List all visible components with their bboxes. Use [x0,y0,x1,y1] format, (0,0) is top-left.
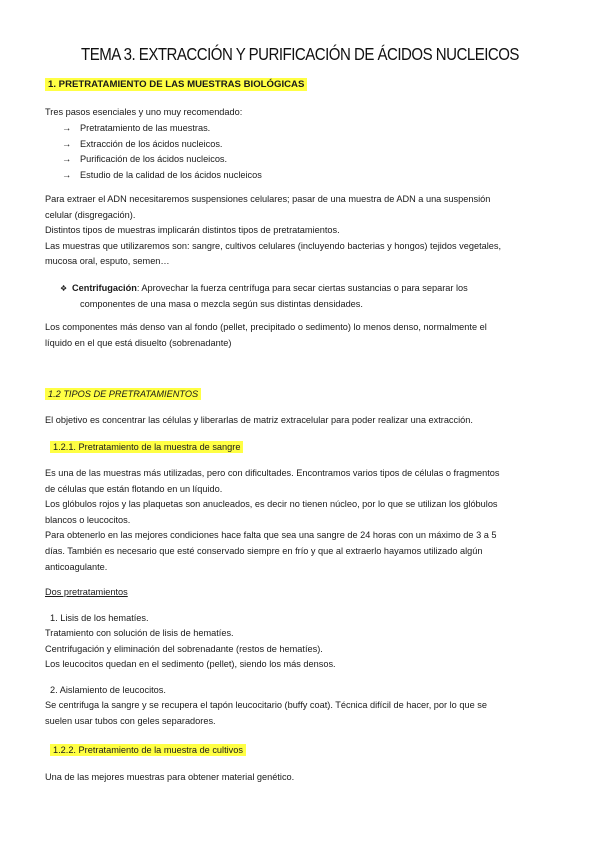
list-item: → Purificación de los ácidos nucleicos. [62,152,262,168]
section-1-2-heading: 1.2 TIPOS DE PRETRATAMIENTOS [45,388,201,400]
item-1-title: 1. Lisis de los hematíes. [50,613,149,623]
item-1-body: Tratamiento con solución de lisis de hematíes. Centrifugación y eliminación del sobrenadante (restos de hematíes). Los leucocitos quedan en el sedimento (pellet), siendo los más densos. [45,628,336,670]
list-item: → Extracción de los ácidos nucleicos. [62,137,262,153]
section-1-2-2-heading-block [50,743,562,759]
section-1-2-1-heading: 1.2.1. Pretratamiento de la muestra de sangre [50,441,243,453]
steps-list [62,121,262,183]
section-1-heading: 1. PRETRATAMIENTO DE LAS MUESTRAS BIOLÓGICAS [45,78,307,91]
list-item: → Pretratamiento de las muestras. [62,121,262,137]
item-2-title: 2. Aislamiento de leucocitos. [50,685,166,695]
document-title: TEMA 3. EXTRACCIÓN Y PURIFICACIÓN DE ÁCIDOS NUCLEICOS [81,44,519,64]
list-item: → Estudio de la calidad de los ácidos nucleicos [62,168,262,184]
paragraph-muestras: Para extraer el ADN necesitaremos suspensiones celulares; pasar de una muestra de ADN a una suspensión celular (disgregación). Distintos tipos de muestras implicarán distintos tipos de pretratamientos. Las muestras que utilizaremos son: sangre, cultivos celulares (incluyendo bacterias y hongos) tejidos vegetales, mucosa oral, esputo, semen… [45,194,502,267]
arrow-icon: → [62,169,72,180]
diamond-bullet-icon: ❖ [60,284,68,293]
section-1-2-1-heading-block [50,440,562,456]
section-1-intro: Tres pasos esenciales y uno muy recomendado: [45,107,243,117]
section-1-heading-block [45,77,557,93]
bullet-centrifugacion: ❖ Centrifugación: Aprovechar la fuerza centrífuga para secar ciertas sustancias o para separar los componentes de una masa o mezcla según sus distintas densidades. [60,283,468,309]
section-1-2-heading-block [45,387,557,403]
section-1-2-2-heading: 1.2.2. Pretratamiento de la muestra de cultivos [50,744,246,756]
arrow-icon: → [62,138,72,149]
arrow-icon: → [62,154,72,165]
paragraph-sangre: Es una de las muestras más utilizadas, pero con dificultades. Encontramos varios tipos de células o fragmentos de células que están flotando en un líquido. Los glóbulos rojos y las plaquetas son anucleados, es decir no tienen núcleo, por lo que se utilizan los glóbulos blancos o leucocitos. Para obtenerlo en las mejores condiciones hace falta que sea una sangre de 24 horas con un máximo de 3 a 5 días. También es necesario que esté conservado siempre en frío y que al extraerlo hayamos utilizado algún anticoagulante. [45,468,500,572]
paragraph-cultivos: Una de las mejores muestras para obtener material genético. [45,772,295,782]
arrow-icon: → [62,123,72,133]
dos-pretratamientos-heading: Dos pretratamientos [45,587,128,597]
section-1-2-intro: El objetivo es concentrar las células y liberarlas de matriz extracelular para poder realizar una extracción. [45,415,473,425]
bullet-term: Centrifugación [72,283,137,293]
item-2-body: Se centrifuga la sangre y se recupera el tapón leucocitario (buffy coat). Técnica difícil de hacer, por lo que se suelen usar tubos con geles separadores. [45,700,487,726]
paragraph-componentes: Los componentes más denso van al fondo (pellet, precipitado o sedimento) lo menos denso, normalmente el líquido en el que está disuelto (sobrenadante) [45,322,487,348]
